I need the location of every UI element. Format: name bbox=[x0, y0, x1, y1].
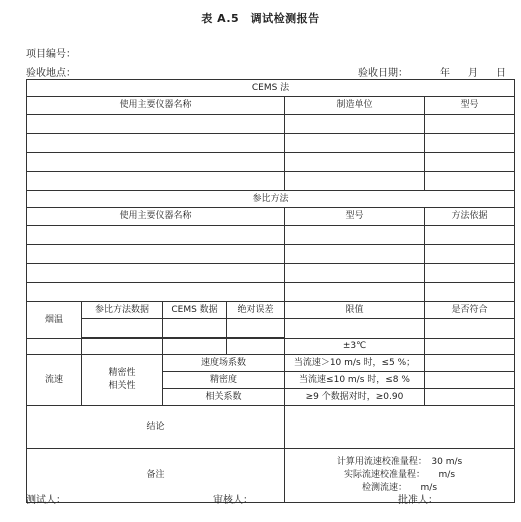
blank-cell[interactable] bbox=[425, 134, 515, 153]
cems-col-model: 型号 bbox=[425, 97, 515, 115]
col-conform: 是否符合 bbox=[425, 302, 515, 319]
report-table bbox=[26, 79, 515, 503]
blank-cell[interactable] bbox=[425, 115, 515, 134]
reference-col-instrument: 使用主要仪器名称 bbox=[27, 208, 285, 226]
cems-col-maker: 制造单位 bbox=[285, 97, 425, 115]
blank-cell[interactable] bbox=[425, 245, 515, 264]
table-row bbox=[27, 264, 515, 283]
blank-cell[interactable] bbox=[285, 115, 425, 134]
blank-cell[interactable] bbox=[27, 172, 285, 191]
blank-cell[interactable] bbox=[285, 134, 425, 153]
reference-col-basis: 方法依据 bbox=[425, 208, 515, 226]
blank-cell[interactable] bbox=[163, 339, 227, 355]
blank-cell[interactable] bbox=[425, 389, 515, 406]
table-row bbox=[27, 283, 515, 302]
blank-cell[interactable] bbox=[425, 153, 515, 172]
remarks-label: 备注 bbox=[27, 449, 285, 503]
table-row bbox=[27, 153, 515, 172]
reference-section-row bbox=[27, 191, 515, 208]
blank-cell[interactable] bbox=[27, 283, 285, 302]
blank-cell[interactable] bbox=[27, 115, 285, 134]
reference-section-title: 参比方法 bbox=[27, 191, 515, 208]
blank-cell[interactable] bbox=[285, 283, 425, 302]
blank-cell[interactable] bbox=[82, 319, 163, 338]
reference-col-model: 型号 bbox=[285, 208, 425, 226]
precision-label: 精密性 bbox=[108, 368, 136, 378]
flow-row-1 bbox=[27, 355, 515, 372]
blank-cell[interactable] bbox=[82, 339, 163, 355]
blank-cell[interactable] bbox=[425, 319, 515, 339]
project-number-label: 项目编号： bbox=[26, 49, 76, 60]
table-row bbox=[27, 226, 515, 245]
blank-cell[interactable] bbox=[285, 319, 425, 339]
site-label: 验收地点： bbox=[26, 68, 76, 79]
col-limit: 限值 bbox=[285, 302, 425, 319]
limit-text-1: 当流速＞10 m/s 时，≤5 %； bbox=[285, 355, 425, 372]
conclusion-label: 结论 bbox=[27, 406, 285, 449]
blank-cell[interactable] bbox=[425, 355, 515, 372]
limit-text-3: ≥9 个数据对时，≥0.90 bbox=[285, 389, 425, 406]
document-title: 表 A.5 调试检测报告 bbox=[201, 12, 320, 25]
table-row bbox=[27, 245, 515, 264]
remarks-line-3: 检测流速： m/s bbox=[362, 483, 438, 493]
blank-cell[interactable] bbox=[285, 226, 425, 245]
blank-cell[interactable] bbox=[285, 264, 425, 283]
table-row bbox=[27, 319, 515, 338]
limit-text-2: 当流速≤10 m/s 时，≤8 % bbox=[285, 372, 425, 389]
blank-cell[interactable] bbox=[227, 339, 285, 355]
blank-cell[interactable] bbox=[425, 226, 515, 245]
blank-cell[interactable] bbox=[425, 172, 515, 191]
blank-cell[interactable] bbox=[425, 372, 515, 389]
flow-label: 流速 bbox=[27, 355, 82, 406]
smoke-temp-limit: ±3℃ bbox=[285, 339, 425, 355]
smoke-temp-limit-row bbox=[27, 339, 515, 355]
blank-cell[interactable] bbox=[285, 172, 425, 191]
date-year: 年 bbox=[440, 68, 450, 79]
col-abs-error: 绝对误差 bbox=[227, 302, 285, 319]
cems-header-row bbox=[27, 97, 515, 115]
blank-cell[interactable] bbox=[285, 245, 425, 264]
date-day: 日 bbox=[496, 68, 506, 79]
blank-cell[interactable] bbox=[163, 319, 227, 338]
conclusion-row bbox=[27, 406, 515, 449]
table-row bbox=[27, 172, 515, 191]
blank-cell[interactable] bbox=[285, 153, 425, 172]
precision-degree-label: 精密度 bbox=[163, 372, 285, 389]
cems-col-instrument: 使用主要仪器名称 bbox=[27, 97, 285, 115]
table-row bbox=[27, 115, 515, 134]
remarks-line-2: 实际流速校准量程： m/s bbox=[344, 470, 456, 480]
date-month: 月 bbox=[468, 68, 478, 79]
col-ref-data: 参比方法数据 bbox=[82, 302, 163, 319]
blank-cell bbox=[27, 339, 82, 355]
table-row bbox=[27, 134, 515, 153]
blank-cell[interactable] bbox=[227, 319, 285, 338]
correlation-label: 相关性 bbox=[108, 381, 136, 391]
smoke-temp-label: 烟温 bbox=[27, 302, 82, 339]
col-cems-data: CEMS 数据 bbox=[163, 302, 227, 319]
blank-cell[interactable] bbox=[27, 264, 285, 283]
reviewer-label: 审核人： bbox=[213, 495, 253, 506]
speed-coef-label: 速度场系数 bbox=[163, 355, 285, 372]
conclusion-content[interactable] bbox=[285, 406, 515, 449]
date-label: 验收日期： bbox=[358, 68, 408, 79]
blank-cell[interactable] bbox=[425, 283, 515, 302]
corr-coef-label: 相关系数 bbox=[163, 389, 285, 406]
approver-label: 批准人： bbox=[398, 495, 438, 506]
cems-section-row bbox=[27, 80, 515, 97]
blank-cell[interactable] bbox=[27, 226, 285, 245]
cems-section-title: CEMS 法 bbox=[27, 80, 515, 97]
precision-correlation-label bbox=[82, 355, 163, 406]
compare-header-row bbox=[27, 302, 515, 319]
remarks-line-1: 计算用流速校准量程： 30 m/s bbox=[336, 457, 463, 467]
remarks-row bbox=[27, 449, 515, 503]
blank-cell[interactable] bbox=[27, 153, 285, 172]
reference-header-row bbox=[27, 208, 515, 226]
blank-cell[interactable] bbox=[425, 264, 515, 283]
tester-label: 测试人： bbox=[26, 495, 66, 506]
blank-cell[interactable] bbox=[27, 245, 285, 264]
blank-cell[interactable] bbox=[27, 134, 285, 153]
blank-cell[interactable] bbox=[425, 339, 515, 355]
